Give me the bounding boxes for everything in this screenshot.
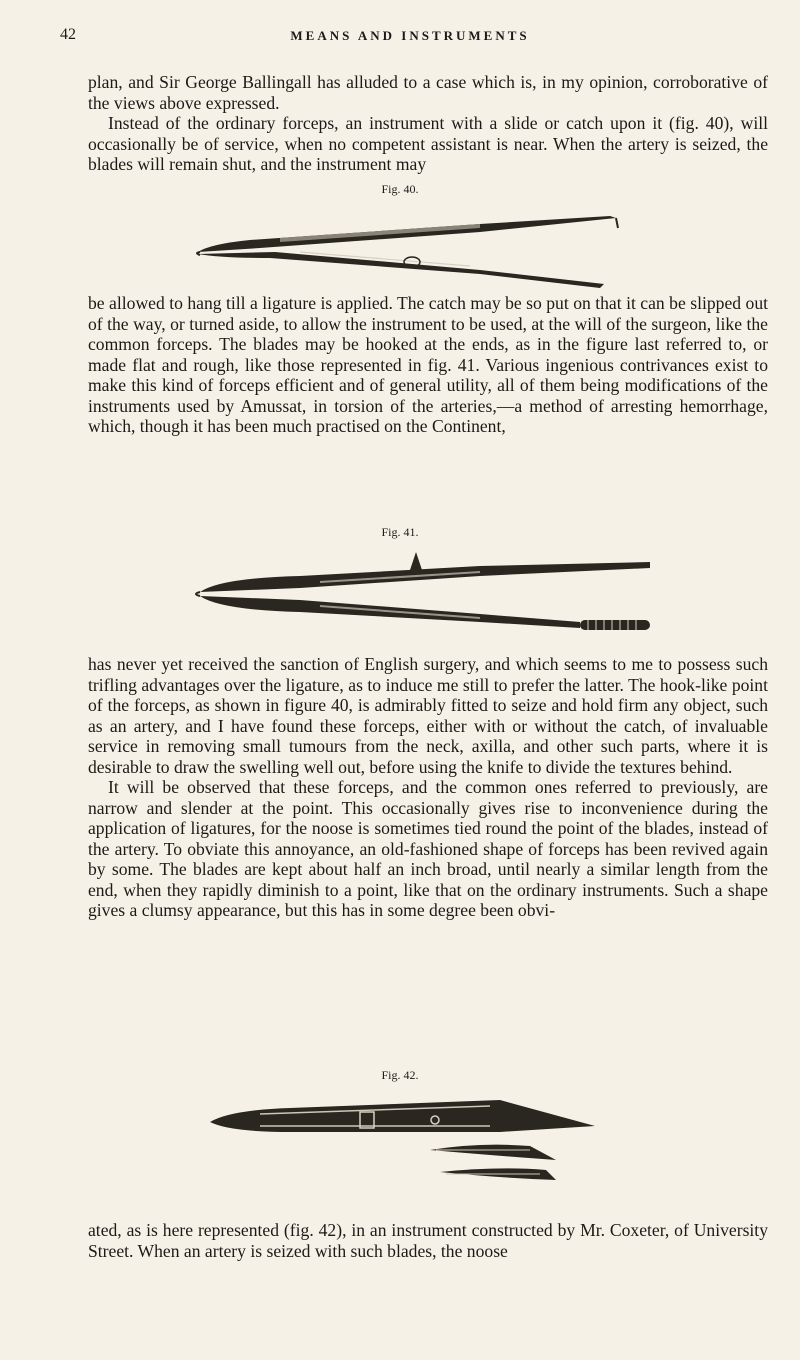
figure-41-forceps-illustration bbox=[180, 548, 660, 638]
paragraph-4: has never yet received the sanction of English surgery, and which seems to me to possess such trifling advantages over the ligature, as to induce me still to prefer the latter. The hook-like point of the forceps, as shown in figure 40, is admirably fitted to seize and hold firm any object, such as an artery, and I have found these forceps, either with or without the catch, of invaluable service in removing small tumours from the neck, axilla, and other such parts, where it is desirable to draw the swelling well out, before using the knife to divide the textures behind. bbox=[88, 654, 768, 777]
figure-42-forceps-illustration bbox=[200, 1086, 620, 1196]
paragraph-5: It will be observed that these forceps, and the common ones referred to previously, are narrow and slender at the point. This occasionally gives rise to inconvenience during the application of ligatures, for the noose is sometimes tied round the point of the blades, instead of the artery. To obviate this annoyance, an old-fashioned shape of forceps has been revived again by some. The blades are kept about half an inch broad, until nearly a similar length from the end, when they rapidly diminish to a point, like that on the ordinary instruments. Such a shape gives a clumsy appearance, but this has in some degree been obvi- bbox=[88, 777, 768, 920]
page-header bbox=[60, 26, 760, 48]
figure-41-caption: Fig. 41. bbox=[381, 525, 419, 539]
text-block-1 bbox=[88, 72, 768, 175]
paragraph-1: plan, and Sir George Ballingall has alluded to a case which is, in my opinion, corroborative of the views above expressed. bbox=[88, 72, 768, 113]
paragraph-2: Instead of the ordinary forceps, an instrument with a slide or catch upon it (fig. 40), will occasionally be of service, when no competent assistant is near. When the artery is seized, the blades will remain shut, and the instrument may bbox=[88, 113, 768, 174]
text-block-3 bbox=[88, 654, 768, 921]
figure-40-caption: Fig. 40. bbox=[381, 182, 419, 196]
text-block-2 bbox=[88, 293, 768, 437]
paragraph-6: ated, as is here represented (fig. 42), in an instrument constructed by Mr. Coxeter, of University Street. When an artery is seized with such blades, the noose bbox=[88, 1220, 768, 1261]
text-block-4 bbox=[88, 1220, 768, 1261]
running-title: MEANS AND INSTRUMENTS bbox=[290, 28, 530, 43]
page-number: 42 bbox=[60, 26, 76, 43]
paragraph-3: be allowed to hang till a ligature is applied. The catch may be so put on that it can be slipped out of the way, or turned aside, to allow the instrument to be used, at the will of the surgeon, like the common forceps. The blades may be hooked at the ends, as in the figure last referred to, or made flat and rough, like those represented in fig. 41. Various ingenious contrivances exist to make this kind of forceps efficient and of general utility, all of them being modifications of the instruments used by Amussat, in torsion of the arteries,—a method of arresting hemorrhage, which, though it has been much practised on the Continent, bbox=[88, 293, 768, 436]
figure-40-forceps-illustration bbox=[180, 200, 640, 290]
figure-42-caption: Fig. 42. bbox=[381, 1068, 419, 1082]
